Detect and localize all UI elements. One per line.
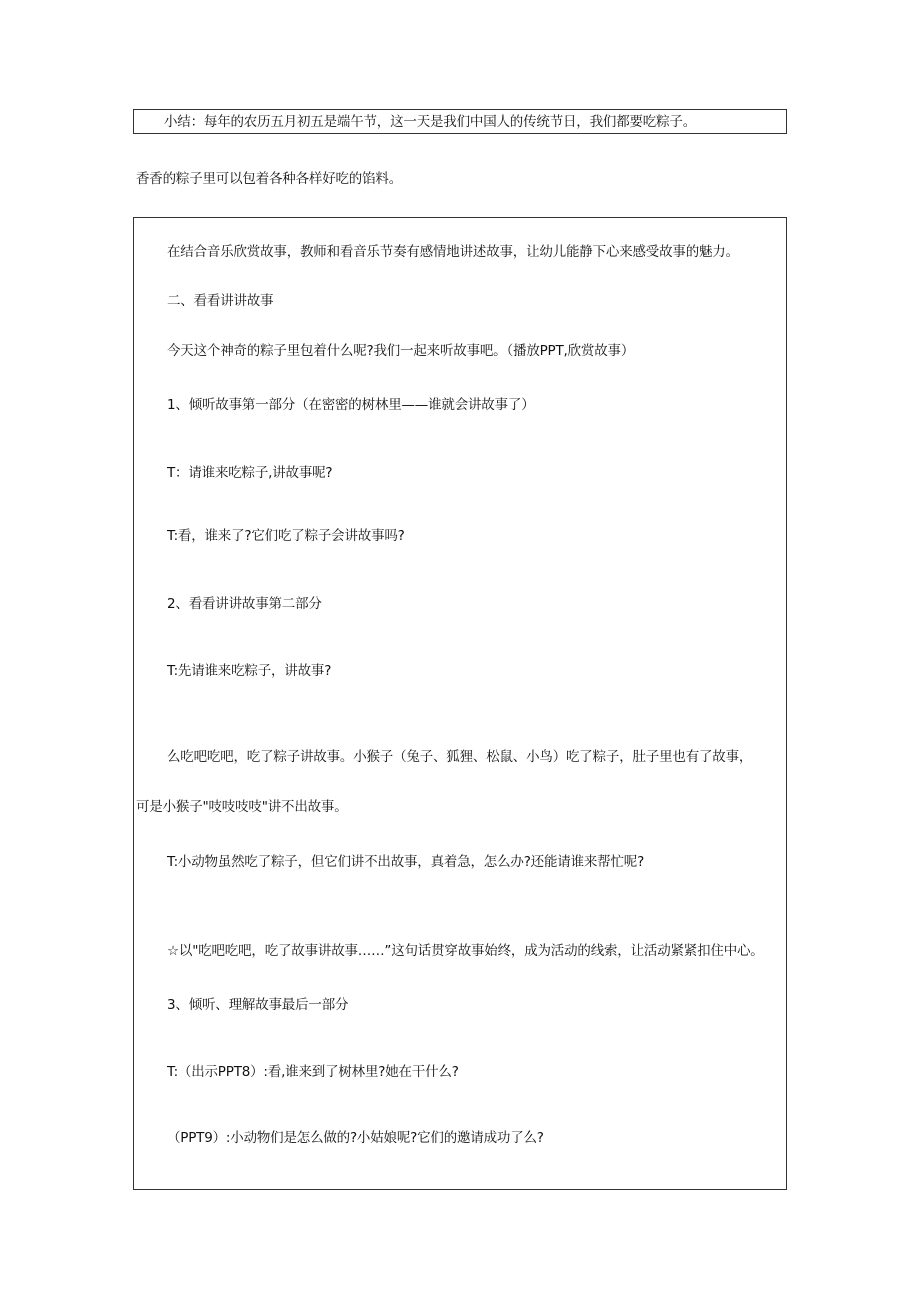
note-line: ☆以"吃吧吃吧，吃了故事讲故事……”这句话贯穿故事始终，成为活动的线索，让活动紧紧扣住中心。 bbox=[167, 943, 764, 959]
teacher-line-6: （PPT9）:小动物们是怎么做的?小姑娘呢?它们的邀请成功了么? bbox=[167, 1130, 544, 1146]
paragraph-music-story: 在结合音乐欣赏故事，教师和看音乐节奏有感情地讲述故事，让幼儿能静下心来感受故事的魅力。 bbox=[167, 244, 739, 260]
teacher-line-3: T:先请谁来吃粽子，讲故事? bbox=[167, 663, 332, 679]
step-one: 1、倾听故事第一部分（在密密的树林里——谁就会讲故事了） bbox=[167, 397, 535, 413]
story-line-1: 么吃吧吃吧，吃了粽子讲故事。小猴子（兔子、狐狸、松鼠、小鸟）吃了粽子，肚子里也有了故事， bbox=[167, 749, 753, 765]
teacher-line-1: T：请谁来吃粽子,讲故事呢? bbox=[167, 465, 333, 481]
step-two: 2、看看讲讲故事第二部分 bbox=[167, 596, 322, 612]
story-line-2: 可是小猴子"吱吱吱吱"讲不出故事。 bbox=[136, 799, 348, 815]
heading-section-two: 二、看看讲讲故事 bbox=[167, 293, 274, 309]
summary-text: 小结：每年的农历五月初五是端午节，这一天是我们中国人的传统节日，我们都要吃粽子。 bbox=[164, 114, 696, 130]
teacher-line-4: T:小动物虽然吃了粽子，但它们讲不出故事，真着急，怎么办?还能请谁来帮忙呢? bbox=[167, 854, 645, 870]
paragraph-intro-story: 今天这个神奇的粽子里包着什么呢?我们一起来听故事吧。（播放PPT,欣赏故事） bbox=[167, 343, 635, 359]
teacher-line-2: T:看，谁来了?它们吃了粽子会讲故事吗? bbox=[167, 528, 405, 544]
step-three: 3、倾听、理解故事最后一部分 bbox=[167, 997, 349, 1013]
teacher-line-5: T:（出示PPT8）:看,谁来到了树林里?她在干什么? bbox=[167, 1064, 459, 1080]
content-box bbox=[133, 217, 787, 1190]
intro-text: 香香的粽子里可以包着各种各样好吃的馅料。 bbox=[136, 171, 402, 187]
